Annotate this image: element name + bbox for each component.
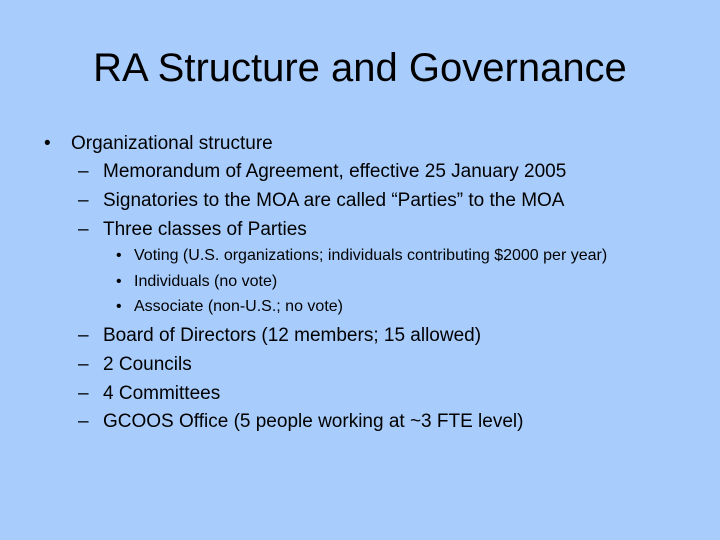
sub-bullet-councils: 2 Councils bbox=[103, 354, 192, 375]
bullet-organizational-structure: Organizational structure bbox=[71, 133, 273, 154]
class-voting: Voting (U.S. organizations; individuals contributing $2000 per year) bbox=[134, 247, 608, 264]
dash-marker: – bbox=[78, 411, 89, 432]
dash-marker: – bbox=[78, 190, 89, 211]
sub-bullet-moa: Memorandum of Agreement, effective 25 January 2005 bbox=[103, 161, 567, 182]
sub-bullet-board: Board of Directors (12 members; 15 allowed) bbox=[103, 325, 482, 346]
slide-title: RA Structure and Governance bbox=[93, 46, 627, 90]
class-individuals: Individuals (no vote) bbox=[134, 273, 278, 290]
class-associate: Associate (non-U.S.; no vote) bbox=[134, 298, 343, 315]
bullet-marker: • bbox=[44, 133, 51, 154]
bullet-marker: • bbox=[116, 273, 122, 290]
bullet-marker: • bbox=[116, 298, 122, 315]
dash-marker: – bbox=[78, 354, 89, 375]
dash-marker: – bbox=[78, 383, 89, 404]
sub-bullet-three-classes: Three classes of Parties bbox=[103, 219, 307, 240]
sub-bullet-gcoos-office: GCOOS Office (5 people working at ~3 FTE level) bbox=[103, 411, 524, 432]
sub-bullet-committees: 4 Committees bbox=[103, 383, 221, 404]
dash-marker: – bbox=[78, 161, 89, 182]
dash-marker: – bbox=[78, 325, 89, 346]
dash-marker: – bbox=[78, 219, 89, 240]
bullet-marker: • bbox=[116, 247, 122, 264]
sub-bullet-signatories: Signatories to the MOA are called “Parties” to the MOA bbox=[103, 190, 565, 211]
